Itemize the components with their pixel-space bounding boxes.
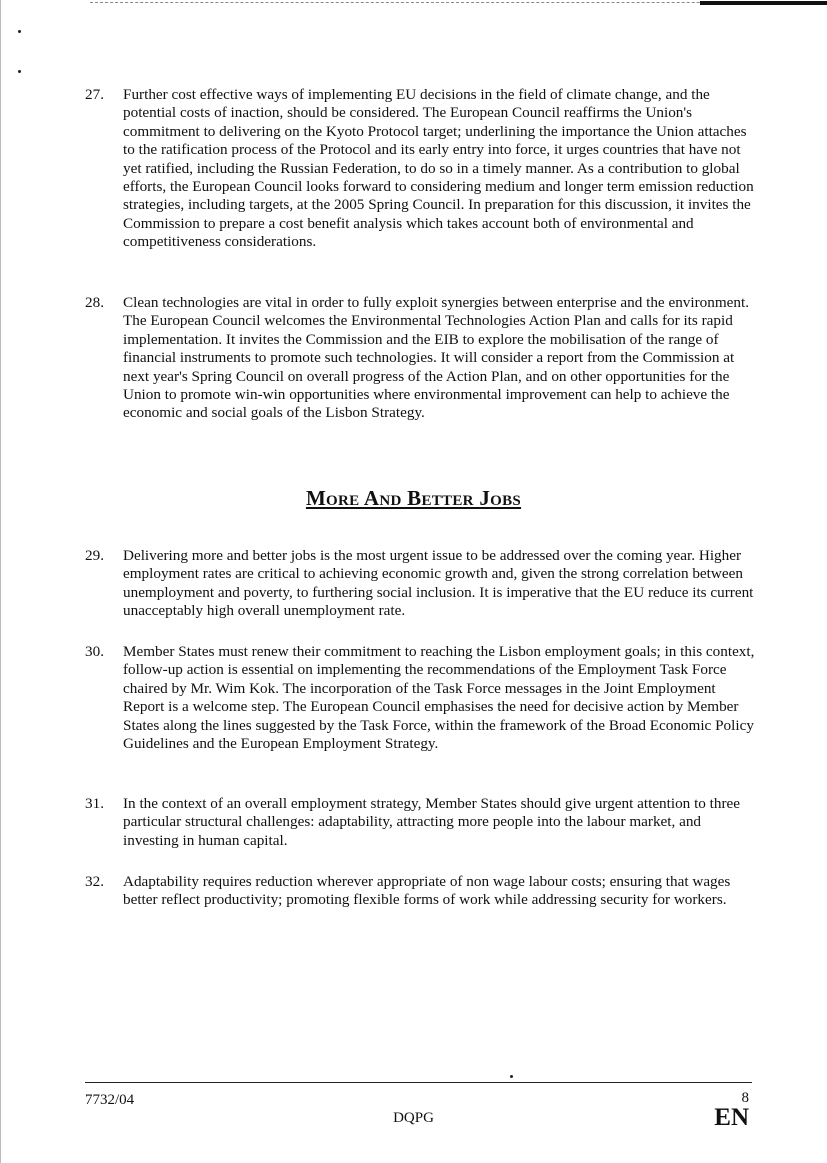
paragraph-27 xyxy=(85,86,755,252)
paragraph-number: 32. xyxy=(85,873,104,890)
paragraph-text: In the context of an overall employment strategy, Member States should give urgent attention to three particular structural challenges: adaptability, attracting more people into the labour market, and investing in human capital. xyxy=(123,795,741,849)
paragraph-number: 31. xyxy=(85,795,104,812)
footer-divider xyxy=(85,1082,752,1083)
paragraph-text: Clean technologies are vital in order to fully exploit synergies between enterprise and the environment. The European Council welcomes the Environmental Technologies Action Plan and calls for its rapid implementation. It invites the Commission and the EIB to explore the mobilisation of the range of financial instruments to promote such technologies. It will consider a report from the Commission at next year's Spring Council on overall progress of the Action Plan, and on other opportunities for the Union to promote win-win opportunities where environmental improvement can help to achieve the economic and social goals of the Lisbon Strategy. xyxy=(123,294,750,422)
department-code: DQPG xyxy=(393,1110,434,1126)
paragraph-32 xyxy=(85,873,755,910)
paragraph-text: Delivering more and better jobs is the most urgent issue to be addressed over the coming year. Higher employment rates are critical to achieving economic growth and, given the strong correlation between unemployment and poverty, to furthering social inclusion. It is imperative that the EU reduce its current unacceptably high overall unemployment rate. xyxy=(123,547,754,620)
paragraph-text: Member States must renew their commitment to reaching the Lisbon employment goals; in this context, follow-up action is essential on implementing the recommendations of the Employment Task Force chaired by Mr. Wim Kok. The incorporation of the Task Force messages in the Joint Employment Report is a welcome step. The European Council emphasises the need for decisive action by Member States along the lines suggested by the Task Force, within the framework of the Broad Economic Policy Guidelines and the European Employment Strategy. xyxy=(123,643,755,753)
paragraph-30 xyxy=(85,643,755,753)
page-edge xyxy=(0,0,1,1163)
document-reference: 7732/04 xyxy=(85,1092,135,1108)
section-heading: More And Better Jobs xyxy=(305,486,522,510)
paragraph-number: 30. xyxy=(85,643,104,660)
paragraph-number: 28. xyxy=(85,294,104,311)
language-code: EN xyxy=(714,1104,749,1131)
paragraph-29 xyxy=(85,547,755,621)
paragraph-number: 27. xyxy=(85,86,104,103)
page-number: 8 xyxy=(741,1090,749,1106)
paragraph-31 xyxy=(85,795,755,850)
scan-speck xyxy=(510,1075,513,1078)
scan-speck xyxy=(18,70,21,73)
paragraph-number: 29. xyxy=(85,547,104,564)
paragraph-text: Further cost effective ways of implementing EU decisions in the field of climate change, and the potential costs of inaction, should be considered. The European Council reaffirms the Union's commitment to delivering on the Kyoto Protocol target; underlining the importance the Union attaches to the ratification process of the Protocol and its early entry into force, it urges countries that have not yet ratified, including the Russian Federation, to do so in a timely manner. As a contribution to global efforts, the European Council looks forward to considering medium and longer term emission reduction strategies, including targets, at the 2005 Spring Council. In preparation for this discussion, it invites the Commission to prepare a cost benefit analysis which takes account both of environmental and competitiveness considerations. xyxy=(123,86,754,251)
scan-speck xyxy=(18,30,21,33)
top-border xyxy=(0,0,827,5)
paragraph-28 xyxy=(85,294,755,423)
paragraph-text: Adaptability requires reduction wherever appropriate of non wage labour costs; ensuring that wages better reflect productivity; promoting flexible forms of work while addressing security for workers. xyxy=(123,873,731,909)
